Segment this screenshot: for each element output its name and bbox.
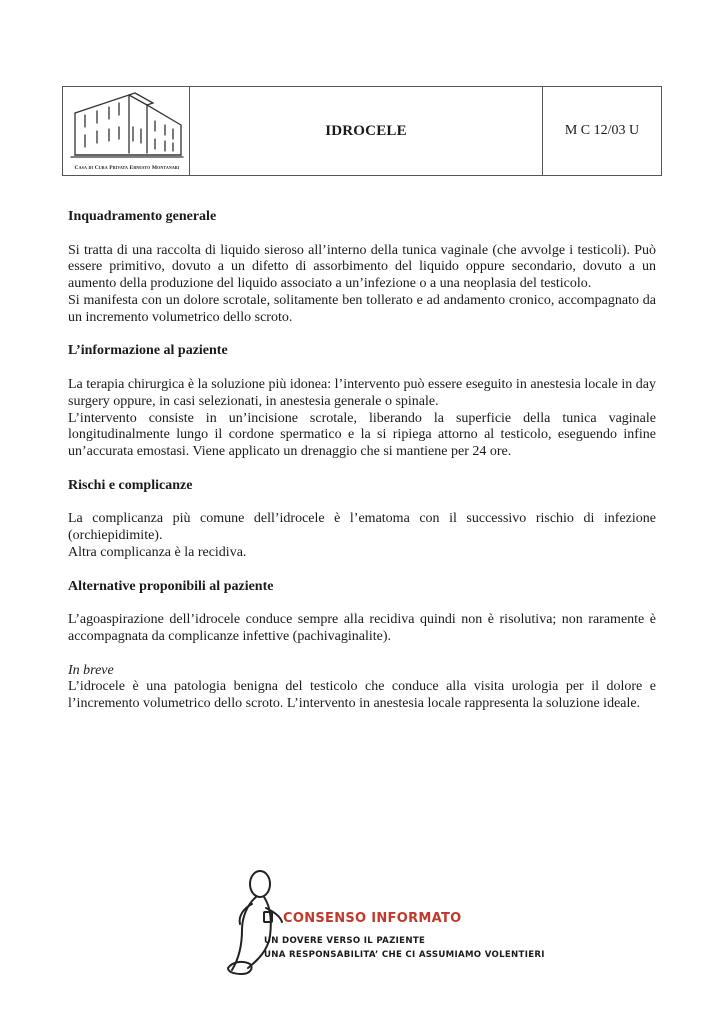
summary-label: In breve: [68, 662, 114, 678]
consent-line-2: UNA RESPONSABILITA’ CHE CI ASSUMIAMO VOLENTIERI: [264, 950, 545, 960]
paragraph: La terapia chirurgica è la soluzione più idonea: l’intervento può essere eseguito in anestesia locale in day surgery oppure, in casi selezionati, in anestesia generale o spinale.: [68, 376, 656, 409]
consent-title: CONSENSO INFORMATO: [283, 911, 462, 926]
paragraph: L’intervento consiste in un’incisione scrotale, liberando la superficie della tunica vaginale longitudinalmente lungo il cordone spermatico e la si ripiega attorno al testicolo, eseguendo infine un’accurata emostasi. Viene applicato un drenaggio che si mantiene per 24 ore.: [68, 410, 656, 460]
summary-text: L’idrocele è una patologia benigna del testicolo che conduce alla visita urologia per il dolore e l’incremento volumetrico dello scroto. L’intervento in anestesia locale rappresenta la soluzione ideale.: [68, 679, 656, 712]
paragraph: Si tratta di una raccolta di liquido sieroso all’interno della tunica vaginale (che avvolge i testicoli). Può essere primitivo, dovuto a un difetto di assorbimento del liquido oppure secondario, dovuto a un aumento della produzione del liquido associato a un’infezione o a una neoplasia del testicolo.: [68, 242, 656, 292]
building-logo-icon: [69, 91, 185, 161]
title-cell: [190, 87, 543, 175]
paragraph: L’agoaspirazione dell’idrocele conduce sempre alla recidiva quindi non è risolutiva; non raramente è accompagnata da complicanze infettive (pachivaginalite).: [68, 612, 656, 644]
document-body: [68, 209, 656, 713]
section-heading: Rischi e complicanze: [68, 477, 193, 493]
document-code: M C 12/03 U: [564, 123, 640, 138]
document-header: [62, 86, 662, 176]
logo-cell: [63, 87, 190, 175]
document-title: IDROCELE: [325, 122, 407, 139]
paragraph: La complicanza più comune dell’idrocele è l’ematoma con il successivo rischio di infezione (orchiepidimite).: [68, 511, 656, 544]
paragraph: Altra complicanza è la recidiva.: [68, 544, 247, 560]
logo-caption: Casa di Cura Privata Ernesto Montanari: [74, 165, 180, 171]
paragraph: Si manifesta con un dolore scrotale, solitamente ben tollerato e ad andamento cronico, accompagnato da un incremento volumetrico dello scroto.: [68, 292, 656, 325]
code-cell: [543, 87, 661, 175]
consent-line-1: UN DOVERE VERSO IL PAZIENTE: [264, 936, 426, 946]
section-heading: Alternative proponibili al paziente: [68, 578, 274, 594]
section-heading: Inquadramento generale: [68, 209, 217, 224]
section-heading: L’informazione al paziente: [68, 343, 228, 359]
